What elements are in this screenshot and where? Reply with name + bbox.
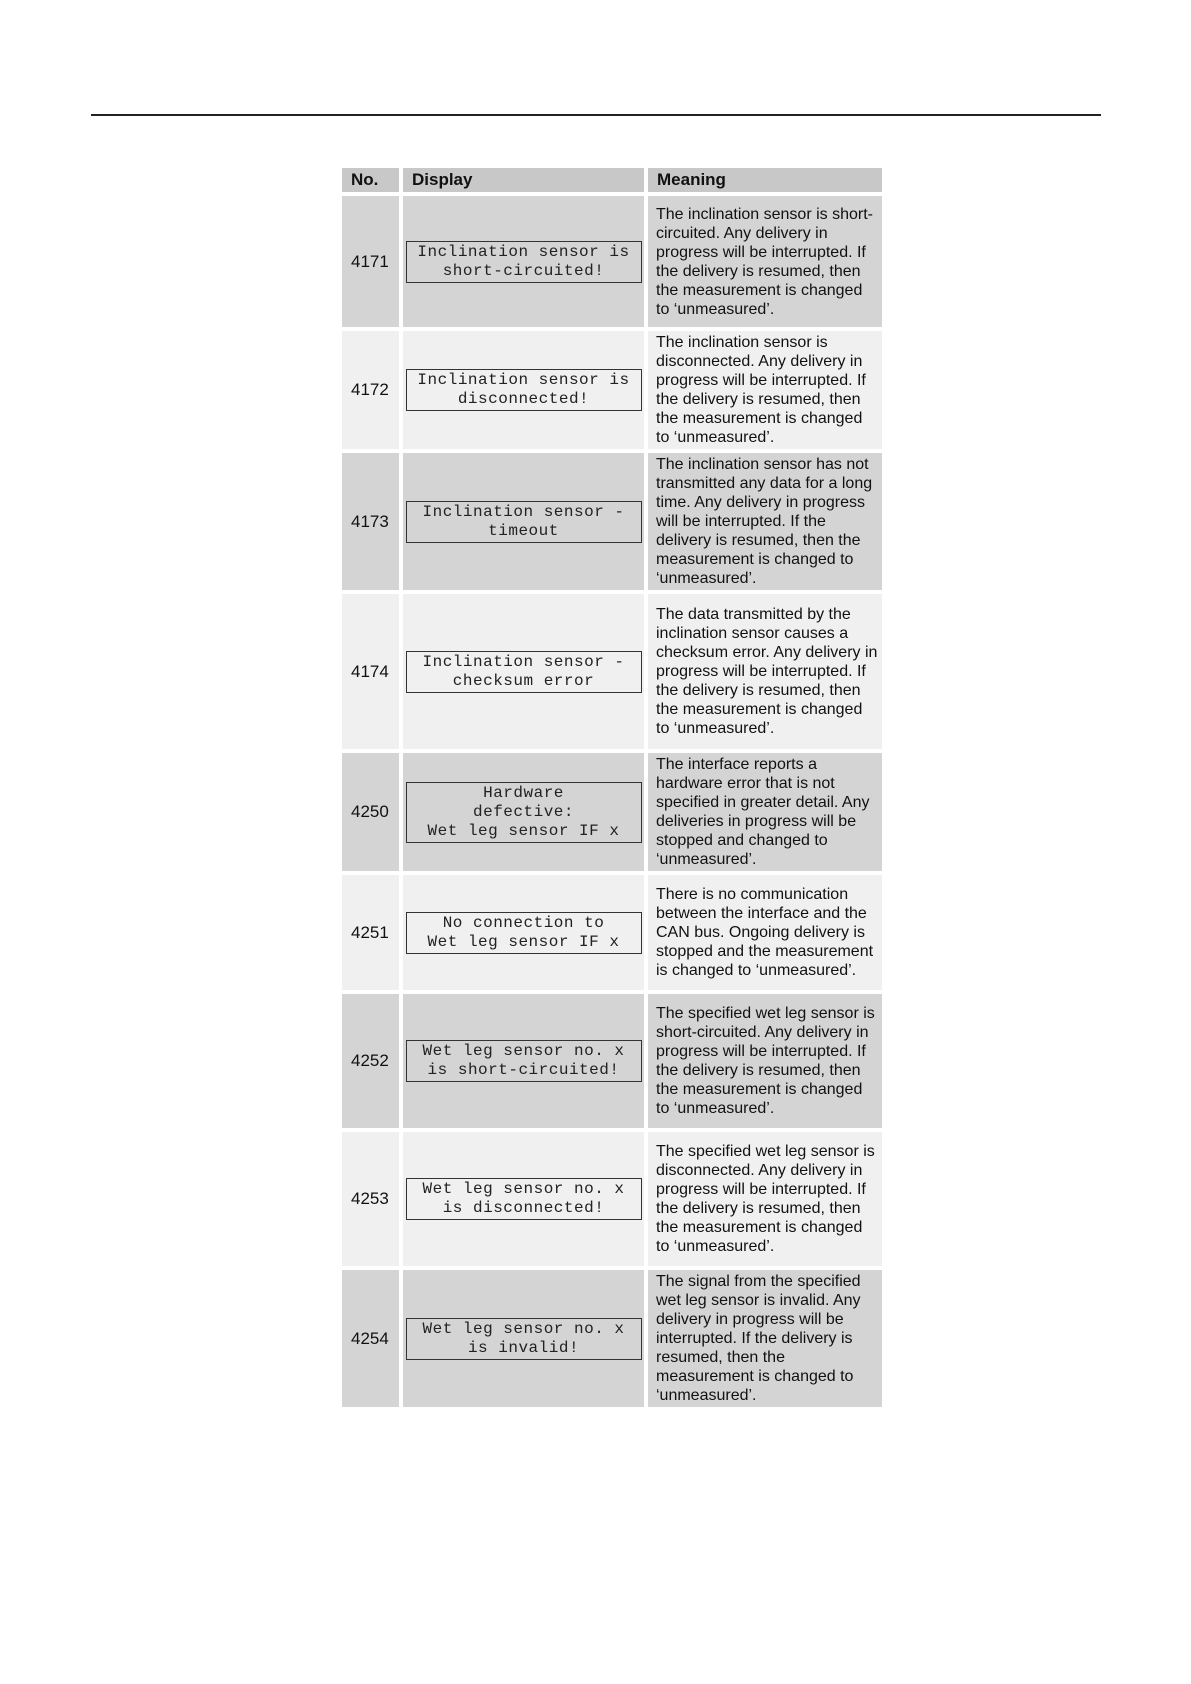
table-row	[342, 453, 882, 590]
meaning-text: The inclination sensor is disconnected. Any delivery in progress will be interrupted. If the delivery is resumed, then the measurement is changed to ‘unmeasured’.	[648, 331, 882, 449]
display-cell	[403, 994, 644, 1128]
error-number: 4174	[342, 594, 399, 749]
lcd-message: Inclination sensor is short-circuited!	[406, 241, 642, 283]
error-number: 4250	[342, 753, 399, 871]
error-number: 4254	[342, 1270, 399, 1407]
table-row	[342, 196, 882, 327]
error-number: 4253	[342, 1132, 399, 1266]
table-row	[342, 994, 882, 1128]
meaning-text: The inclination sensor has not transmitted any data for a long time. Any delivery in progress will be interrupted. If the delivery is resumed, then the measurement is changed to ‘unmeasured’.	[648, 453, 882, 590]
error-number: 4251	[342, 875, 399, 990]
lcd-message: Hardware defective: Wet leg sensor IF x	[406, 782, 642, 843]
header-no: No.	[342, 168, 399, 192]
meaning-text: The signal from the specified wet leg sensor is invalid. Any delivery in progress will be interrupted. If the delivery is resumed, then the measurement is changed to ‘unmeasured’.	[648, 1270, 882, 1407]
table-row	[342, 331, 882, 449]
lcd-message: Wet leg sensor no. x is short-circuited!	[406, 1040, 642, 1082]
display-cell	[403, 331, 644, 449]
display-cell	[403, 1132, 644, 1266]
lcd-message: Wet leg sensor no. x is invalid!	[406, 1318, 642, 1360]
lcd-message: No connection to Wet leg sensor IF x	[406, 912, 642, 954]
table-header-row	[342, 168, 882, 192]
lcd-message: Wet leg sensor no. x is disconnected!	[406, 1178, 642, 1220]
header-display: Display	[403, 168, 644, 192]
table-row	[342, 753, 882, 871]
table-row	[342, 1270, 882, 1407]
meaning-text: The specified wet leg sensor is short-circuited. Any delivery in progress will be interrupted. If the delivery is resumed, then the measurement is changed to ‘unmeasured’.	[648, 994, 882, 1128]
display-cell	[403, 594, 644, 749]
meaning-text: The specified wet leg sensor is disconnected. Any delivery in progress will be interrupted. If the delivery is resumed, then the measurement is changed to ‘unmeasured’.	[648, 1132, 882, 1266]
meaning-text: The data transmitted by the inclination sensor causes a checksum error. Any delivery in progress will be interrupted. If the delivery is resumed, then the measurement is changed to ‘unmeasured’.	[648, 594, 882, 749]
error-number: 4252	[342, 994, 399, 1128]
display-cell	[403, 753, 644, 871]
display-cell	[403, 196, 644, 327]
top-rule	[91, 114, 1101, 116]
table-row	[342, 875, 882, 990]
table-row	[342, 1132, 882, 1266]
meaning-text: There is no communication between the interface and the CAN bus. Ongoing delivery is stopped and the measurement is changed to ‘unmeasured’.	[648, 875, 882, 990]
display-cell	[403, 875, 644, 990]
error-number: 4173	[342, 453, 399, 590]
lcd-message: Inclination sensor - checksum error	[406, 651, 642, 693]
error-number: 4171	[342, 196, 399, 327]
error-number: 4172	[342, 331, 399, 449]
error-code-table	[338, 164, 886, 1411]
meaning-text: The inclination sensor is short-circuited. Any delivery in progress will be interrupted. If the delivery is resumed, then the measurement is changed to ‘unmeasured’.	[648, 196, 882, 327]
meaning-text: The interface reports a hardware error that is not specified in greater detail. Any deliveries in progress will be stopped and changed to ‘unmeasured’.	[648, 753, 882, 871]
lcd-message: Inclination sensor - timeout	[406, 501, 642, 543]
table-row	[342, 594, 882, 749]
display-cell	[403, 1270, 644, 1407]
header-meaning: Meaning	[648, 168, 882, 192]
display-cell	[403, 453, 644, 590]
lcd-message: Inclination sensor is disconnected!	[406, 369, 642, 411]
